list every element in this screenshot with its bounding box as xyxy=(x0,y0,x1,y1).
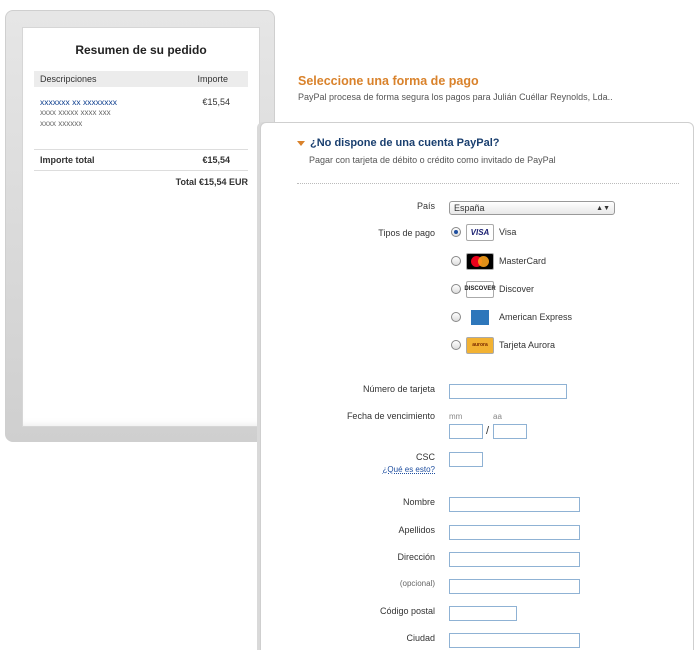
card-name-mastercard: MasterCard xyxy=(499,256,547,266)
visa-logo-icon: VISA xyxy=(466,224,494,241)
card-name-aurora: Tarjeta Aurora xyxy=(499,340,556,350)
last-name-input[interactable] xyxy=(449,525,580,540)
payment-subtitle: PayPal procesa de forma segura los pagos para Julián Cuéllar Reynolds, Lda.. xyxy=(298,92,613,102)
payment-title: Seleccione una forma de pago xyxy=(298,74,479,88)
card-name-amex: American Express xyxy=(499,312,573,322)
country-select[interactable] xyxy=(449,201,615,215)
country-label: País xyxy=(416,201,435,211)
card-number-label: Número de tarjeta xyxy=(362,384,435,394)
card-number-input[interactable] xyxy=(449,384,567,399)
card-option-aurora[interactable] xyxy=(451,336,555,354)
csc-label: CSC xyxy=(415,452,435,462)
postal-label: Código postal xyxy=(379,606,435,616)
postal-input[interactable] xyxy=(449,606,517,621)
radio-amex[interactable] xyxy=(451,312,461,322)
discover-logo-icon: DISCOVER xyxy=(466,281,494,298)
card-option-discover[interactable] xyxy=(451,280,534,298)
first-name-label: Nombre xyxy=(402,497,435,507)
col-description: Descripciones xyxy=(40,74,97,84)
card-option-amex[interactable] xyxy=(451,308,572,326)
expiry-year-input[interactable] xyxy=(493,424,527,439)
grand-total: Total €15,54 EUR xyxy=(175,177,248,187)
amex-logo-icon xyxy=(466,309,494,326)
divider xyxy=(297,183,679,184)
csc-input[interactable] xyxy=(449,452,483,467)
radio-visa[interactable] xyxy=(451,227,461,237)
select-arrows-icon: ▲▼ xyxy=(596,204,610,212)
summary-header-row xyxy=(34,71,248,87)
address2-label: (opcional) xyxy=(399,579,435,588)
csc-help-link[interactable]: ¿Qué es esto? xyxy=(382,465,435,474)
col-amount: Importe xyxy=(197,74,228,84)
total-label: Importe total xyxy=(40,155,95,165)
country-value: España xyxy=(454,203,485,213)
guest-subtitle: Pagar con tarjeta de débito o crédito como invitado de PayPal xyxy=(309,155,556,165)
summary-title: Resumen de su pedido xyxy=(75,43,207,57)
expiry-month-input[interactable] xyxy=(449,424,483,439)
aurora-logo-icon: aurora xyxy=(466,337,494,354)
radio-discover[interactable] xyxy=(451,284,461,294)
card-types-label: Tipos de pago xyxy=(378,228,435,238)
radio-aurora[interactable] xyxy=(451,340,461,350)
city-label: Ciudad xyxy=(406,633,435,643)
total-value: €15,54 xyxy=(202,155,230,165)
card-option-visa[interactable] xyxy=(451,223,516,241)
expiry-label: Fecha de vencimiento xyxy=(346,411,435,421)
expiry-separator: / xyxy=(486,425,490,437)
guest-title: ¿No dispone de una cuenta PayPal? xyxy=(310,137,500,149)
address2-input[interactable] xyxy=(449,579,580,594)
first-name-input[interactable] xyxy=(449,497,580,512)
city-input[interactable] xyxy=(449,633,580,648)
summary-total-row xyxy=(34,149,248,171)
summary-item xyxy=(34,97,248,137)
order-summary-card xyxy=(22,27,260,427)
card-name-visa: Visa xyxy=(499,227,517,237)
card-name-discover: Discover xyxy=(499,284,535,294)
address-label: Dirección xyxy=(397,552,435,562)
item-name-link[interactable]: xxxxxxx xx xxxxxxxx xyxy=(40,97,117,107)
radio-mastercard[interactable] xyxy=(451,256,461,266)
collapse-triangle-icon xyxy=(297,141,305,146)
mastercard-logo-icon xyxy=(466,253,494,270)
address-input[interactable] xyxy=(449,552,580,567)
expiry-aa-hint: aa xyxy=(493,412,502,421)
card-option-mastercard[interactable] xyxy=(451,252,546,270)
item-desc-line1: xxxx xxxxx xxxx xxx xyxy=(40,108,111,117)
expiry-mm-hint: mm xyxy=(449,412,463,421)
item-desc-line2: xxxx xxxxxx xyxy=(40,119,83,128)
item-price: €15,54 xyxy=(202,97,230,107)
last-name-label: Apellidos xyxy=(398,525,435,535)
guest-toggle[interactable] xyxy=(297,137,499,149)
guest-checkout-panel xyxy=(260,122,694,650)
order-summary-panel xyxy=(5,10,275,442)
